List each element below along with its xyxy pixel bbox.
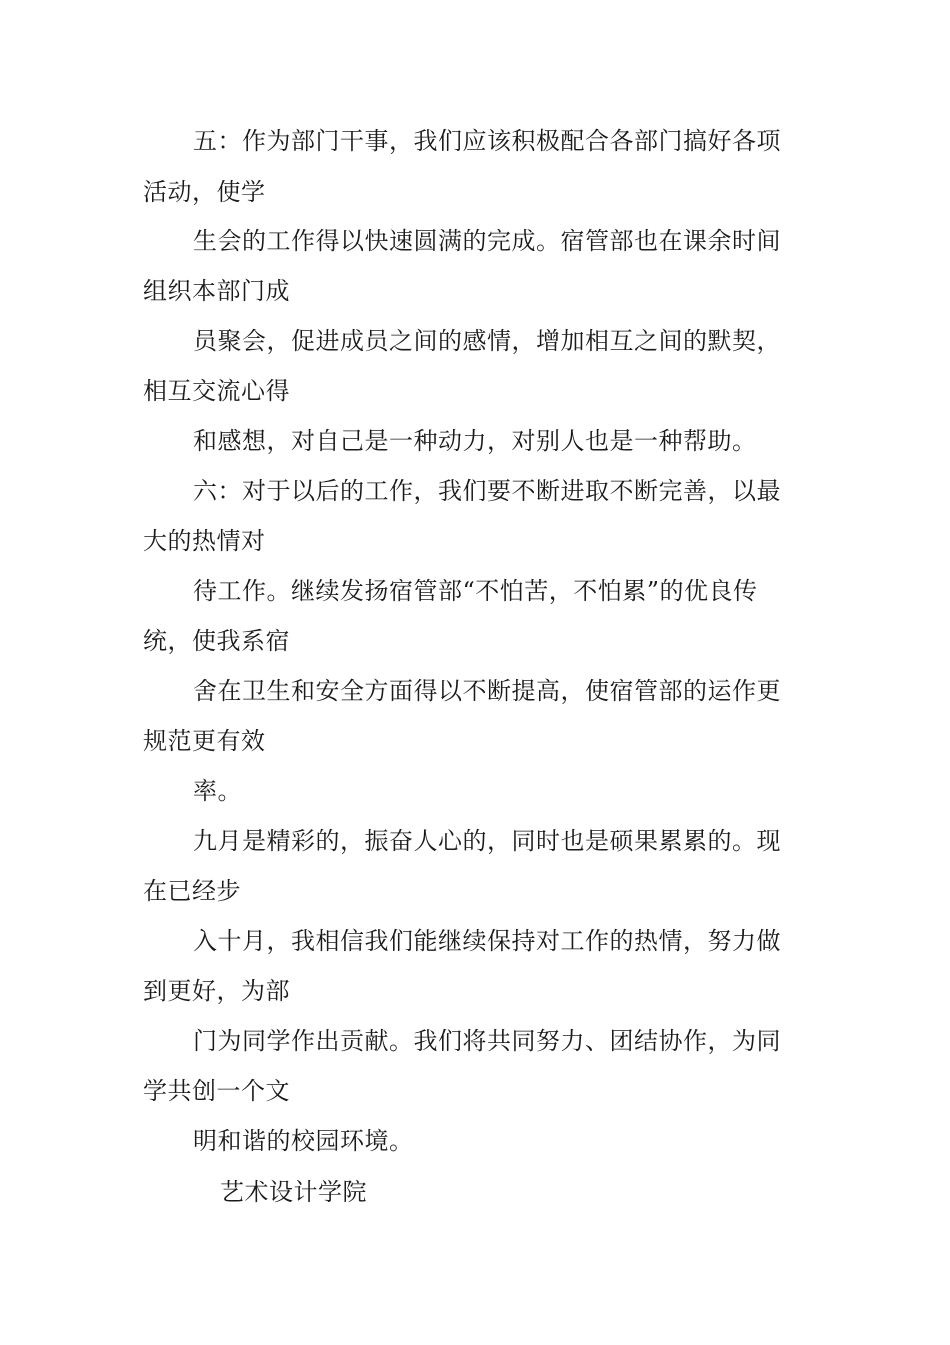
paragraph-line: 入十月，我相信我们能继续保持对工作的热情，努力做 bbox=[193, 927, 781, 955]
paragraph-line: 明和谐的校园环境。 bbox=[193, 1127, 414, 1155]
paragraph-line: 大的热情对 bbox=[143, 527, 266, 555]
paragraph-line: 生会的工作得以快速圆满的完成。宿管部也在课余时间 bbox=[193, 227, 781, 255]
paragraph-line: 舍在卫生和安全方面得以不断提高，使宿管部的运作更 bbox=[193, 677, 781, 705]
paragraph-line: 活动，使学 bbox=[143, 178, 266, 206]
paragraph-line: 门为同学作出贡献。我们将共同努力、团结协作，为同 bbox=[193, 1027, 781, 1055]
paragraph-line: 学共创一个文 bbox=[143, 1077, 290, 1105]
paragraph-line: 员聚会，促进成员之间的感情，增加相互之间的默契， bbox=[193, 327, 781, 355]
paragraph-line: 在已经步 bbox=[143, 877, 241, 905]
paragraph-line: 五：作为部门干事，我们应该积极配合各部门搞好各项 bbox=[193, 127, 781, 155]
paragraph-line: 和感想，对自己是一种动力，对别人也是一种帮助。 bbox=[193, 427, 757, 455]
paragraph-line: 六：对于以后的工作，我们要不断进取不断完善，以最 bbox=[193, 477, 781, 505]
paragraph-line: 九月是精彩的，振奋人心的，同时也是硕果累累的。现 bbox=[193, 827, 781, 855]
paragraph-line: 到更好，为部 bbox=[143, 977, 290, 1005]
paragraph-line: 规范更有效 bbox=[143, 727, 266, 755]
paragraph-line: 待工作。继续发扬宿管部“不怕苦，不怕累”的优良传 bbox=[193, 577, 758, 605]
paragraph-line: 相互交流心得 bbox=[143, 377, 290, 405]
paragraph-line: 统，使我系宿 bbox=[143, 627, 290, 655]
paragraph-line: 率。 bbox=[193, 777, 242, 805]
paragraph-line: 组织本部门成 bbox=[143, 277, 290, 305]
signature-line: 艺术设计学院 bbox=[220, 1178, 367, 1206]
